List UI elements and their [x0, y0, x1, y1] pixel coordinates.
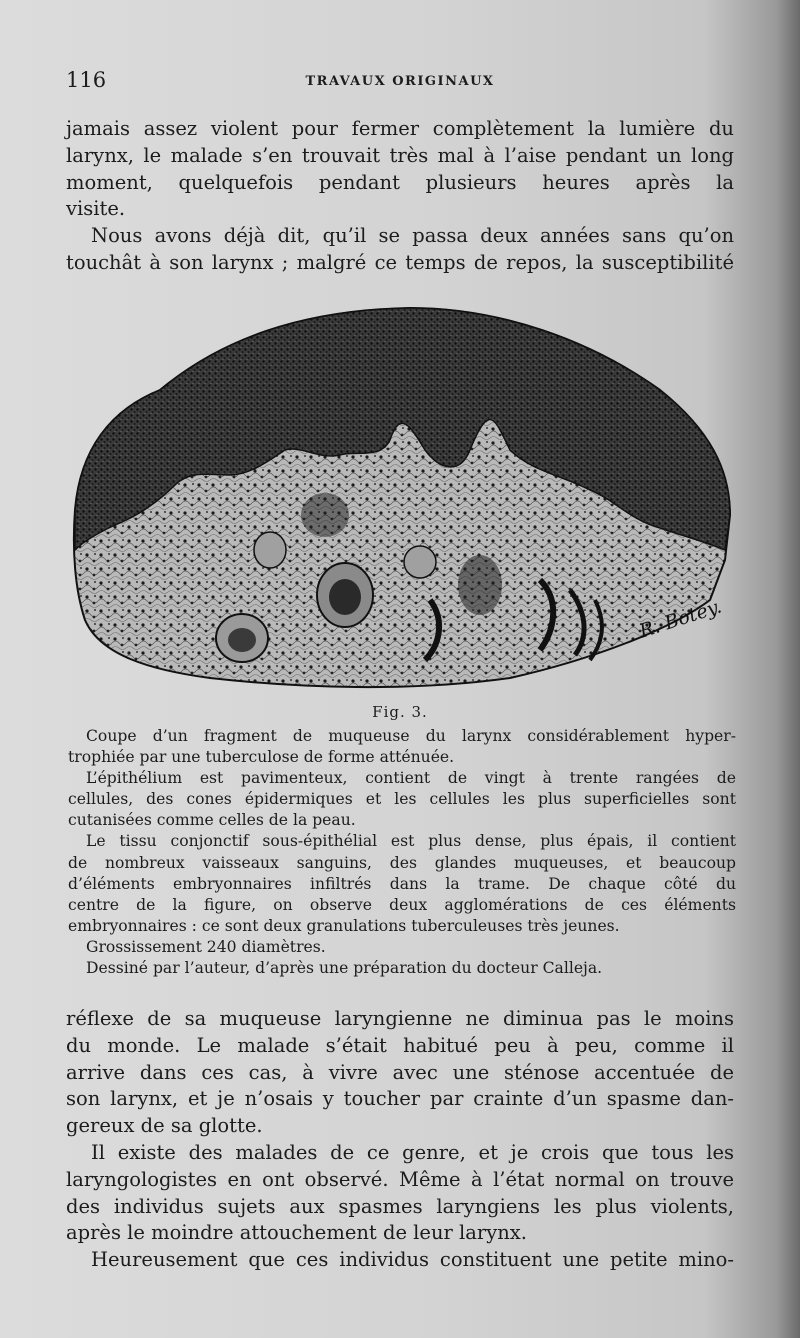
text-line: Il existe des malades de ce genre, et je crois que tous les: [91, 1140, 734, 1164]
paragraph: [66, 223, 734, 277]
paragraph: [66, 1140, 734, 1247]
body-text-top: [66, 116, 734, 277]
caption-line: de nombreux vaisseaux sanguins, des glandes muqueuses, et beaucoup: [68, 853, 736, 872]
body-text-bottom: [66, 1006, 734, 1274]
text-line: réflexe de sa muqueuse laryngienne ne diminua pas le moins: [66, 1007, 734, 1030]
running-title: TRAVAUX ORIGINAUX: [305, 74, 495, 89]
caption-line: Grossissement 240 diamètres.: [86, 937, 326, 956]
text-line: moment, quelquefois pendant plusieurs heures après la: [66, 170, 734, 194]
artist-signature: R. Botey.: [636, 595, 725, 643]
histology-drawing: [70, 300, 735, 690]
caption-line: Le tissu conjonctif sous-épithélial est plus dense, plus épais, il contient: [86, 832, 736, 851]
text-line: jamais assez violent pour fermer complètement la lumière du: [66, 117, 734, 140]
text-line: laryngologistes en ont observé. Même à l’état normal on trouve: [66, 1167, 734, 1191]
histology-figure: [70, 300, 735, 690]
text-line: Nous avons déjà dit, qu’il se passa deux années sans qu’on: [91, 224, 734, 248]
text-line: larynx, le malade s’en trouvait très mal à l’aise pendant un long: [66, 143, 734, 167]
figure-label: Fig. 3.: [372, 703, 428, 721]
caption-line: d’éléments embryonnaires infiltrés dans la trame. De chaque côté du: [68, 874, 736, 893]
text-line: touchât à son larynx ; malgré ce temps de repos, la susceptibilité: [66, 250, 734, 274]
caption-line: embryonnaires : ce sont deux granulations tuberculeuses très jeunes.: [68, 916, 620, 935]
paragraph: [66, 116, 734, 223]
caption-line: Dessiné par l’auteur, d’après une préparation du docteur Calleja.: [86, 959, 603, 978]
text-line: gereux de sa glotte.: [66, 1114, 263, 1138]
paragraph: [66, 1247, 734, 1274]
paragraph: [66, 1006, 734, 1140]
text-line: après le moindre attouchement de leur larynx.: [66, 1221, 527, 1245]
text-line: arrive dans ces cas, à vivre avec une sténose accentuée de: [66, 1060, 734, 1084]
page-header: [66, 68, 734, 98]
caption-line: Coupe d’un fragment de muqueuse du larynx considérablement hyper-: [86, 727, 736, 745]
text-line: son larynx, et je n’osais y toucher par crainte d’un spasme dan-: [66, 1087, 734, 1111]
caption-line: trophiée par une tuberculose de forme atténuée.: [68, 748, 455, 767]
text-line: du monde. Le malade s’était habitué peu à peu, comme il: [66, 1033, 734, 1057]
figure-caption: [68, 726, 736, 979]
caption-line: cutanisées comme celles de la peau.: [68, 811, 356, 830]
caption-line: cellules, des cones épidermiques et les cellules les plus superficielles sont: [68, 790, 736, 809]
text-line: Heureusement que ces individus constituent une petite mino-: [91, 1248, 734, 1272]
caption-line: centre de la figure, on observe deux agglomérations de ces éléments: [68, 895, 736, 914]
text-line: des individus sujets aux spasmes laryngiens les plus violents,: [66, 1194, 734, 1218]
page-number: 116: [66, 68, 107, 92]
text-line: visite.: [66, 197, 126, 221]
caption-line: L’épithélium est pavimenteux, contient de vingt à trente rangées de: [86, 769, 736, 788]
